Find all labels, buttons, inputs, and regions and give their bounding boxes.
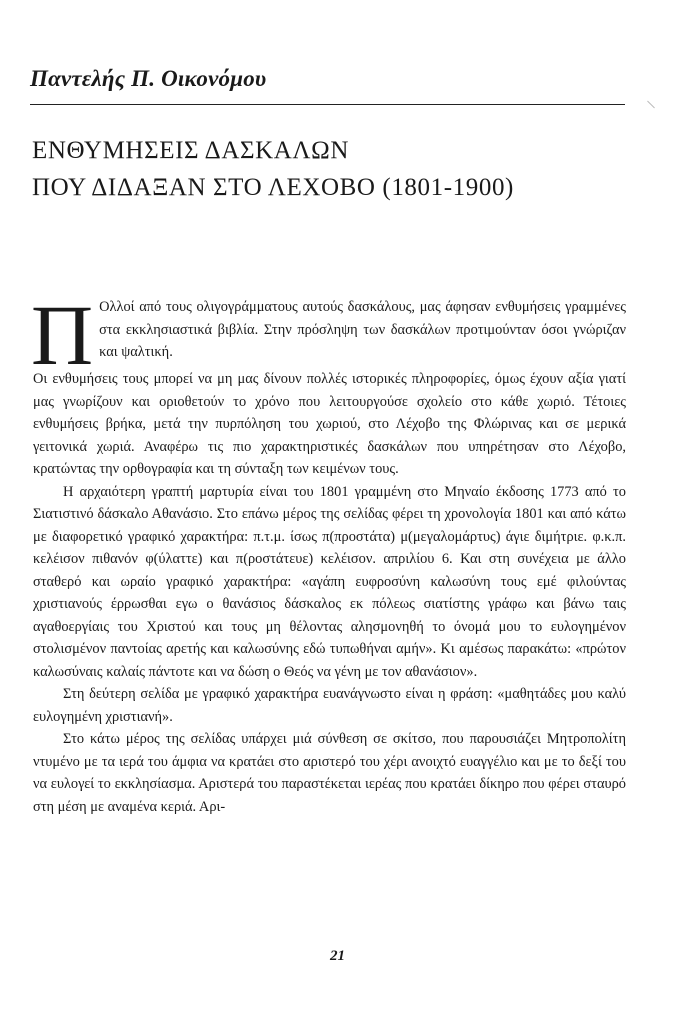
article-title <box>32 132 632 206</box>
paragraph-3: Στη δεύτερη σελίδα με γραφικό χαρακτήρα ευανάγνωστο είναι η φράση: «μαθητάδες μου καλύ ευλογημένη χριστιανή». <box>33 686 626 725</box>
title-line-1: ΕΝΘΥΜΗΣΕΙΣ ΔΑΣΚΑΛΩΝ <box>32 137 349 164</box>
page-number: 21 <box>330 948 345 964</box>
article-body <box>31 287 626 818</box>
paragraph-2: Η αρχαιότερη γραπτή μαρτυρία είναι του 1801 γραμμένη στο Μηναίο έκδοσης 1773 από το Σιατιστινό δάσκαλο Αθανάσιο. Στο επάνω μέρος της σελίδας φέρει τη χρονολογία 1801 και από κάτω με διαφορετικό γραφικό χαρακτήρα: π.τ.μ. ίσως π(προστάτα) μ(μεγαλομάρτυς) άγιε διμήτριε. φ.κ.π. κελέισον πιθανόν φ(ύλαττε) και π(ροστάτευε) κελέισον. απριλίου 6. Και στη συνέχεια με άλλο σταθερό και ωραίο γραφικό χαρακτήρα: «αγάπη ευφροσύνη καλωσύνη τους εμέ φιλούντας χριστιανούς έρρωσθαι εγω ο θανάσιος δάσκαλος εκ πόλεως σιατίστης γράφω και βάνω ταις αγαθοεργίαις του Χριστού και τους μη θέλοντας αλησμονηθή το όνομά μου το ευλογημένον στολισμένον παντοίας αρετής και καλωσύνης εδώ τυπωθήναι αμήν». Κι αμέσως παρακάτω: «πρώτον καλωσύναις καλαίς πάντοτε και να δώση ο Θεός να γένη με τον αθανάσιον». <box>33 483 626 680</box>
author-name: Παντελής Π. Οικονόμου <box>30 66 267 91</box>
title-line-2: ΠΟΥ ΔΙΔΑΞΑΝ ΣΤΟ ΛΕΧΟΒΟ (1801-1900) <box>32 174 514 201</box>
drop-cap: Π <box>31 287 94 383</box>
paragraph-1-opening: Ολλοί από τους ολιγογράμματους αυτούς δασκάλους, μας άφησαν ενθυμήσεις γραμμένες στα εκκλησιαστικά βιβλία. Στην πρόσληψη των δασκάλων προτιμούνταν όσοι γνώριζαν και ψαλτική. <box>99 299 626 360</box>
paragraph-1-continuation: Οι ενθυμήσεις τους μπορεί να μη μας δίνουν πολλές ιστορικές πληροφορίες, όμως έχουν αξία γιατί μας γνωρίζουν και οριοθετούν το χρόνο που λειτουργούσε σχολείο στο κάθε χωριό. Τέτοιες ενθυμήσεις βρήκα, μετά την πυρπόληση του χωριού, στο Λέχοβο της Φλώρινας και σε μερικά γειτονικά χωριά. Αναφέρω τις πιο χαρακτηριστικές δασκάλων που υπηρέτησαν στο Λέχοβο, κρατώντας την ορθογραφία και τη σύνταξη των κειμένων τους. <box>33 371 626 477</box>
header-rule <box>30 104 625 105</box>
paragraph-1 <box>31 287 626 481</box>
scan-mark <box>647 101 655 109</box>
paragraph-4: Στο κάτω μέρος της σελίδας υπάρχει μιά σύνθεση σε σκίτσο, που παρουσιάζει Μητροπολίτη ντυμένο με τα ιερά του άμφια να κρατάει στο αριστερό του χέρι ανοιχτό ευαγγέλιο και με το δεξί του να ευλογεί το εκκλησίασμα. Αριστερά του παραστέκεται ιερέας που κρατάει δίκηρο που φέρει σταυρό στη μέση με αναμένα κεριά. Αρι- <box>33 731 626 815</box>
